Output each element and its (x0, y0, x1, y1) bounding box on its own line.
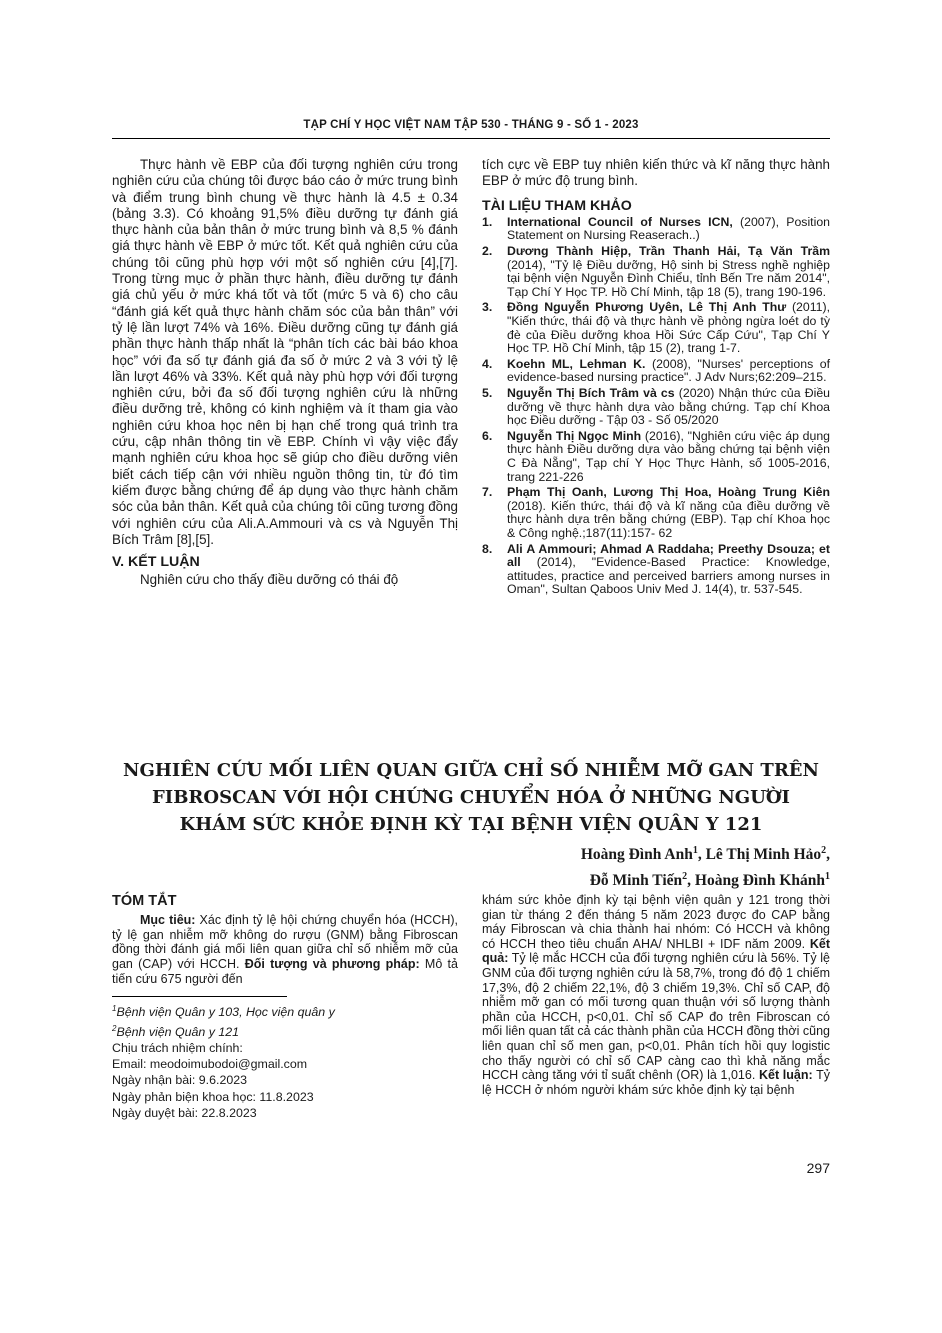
author-list: Hoàng Đình Anh$^1$, Lê Thị Minh Hảo$^2$, Đỗ Minh Tiến$^2$, Hoàng Đình Khánh$^1$ (580, 845, 830, 890)
results-text: Tỷ lệ mắc HCCH của đối tượng nghiên cứu là 56%. Tỷ lệ GNM của đối tượng nghiên cứu là 58,7%, trong đó độ 1 chiếm 17,3%, độ 2 chiếm 22,1%, độ 3 chiếm 19,3%. Chỉ số CAP, độ nhiễm mỡ gan có mối tương quan thuận với số lượng thành phần của HCCH, p<0,01. Chỉ số CAP đo trên Fibroscan có mối liên quan tất cả các thành phần của HCCH đồng thời cũng liên quan chỉ số men gan, p<0,01. Phân tích hồi quy logistic cho thấy người có chỉ số CAP càng cao thì khả năng mắc HCCH càng tăng với tỉ suất chênh (OR) là 1,016. (482, 951, 830, 1083)
author-name: Hoàng Đình Anh (580, 846, 693, 864)
reference-number: 7. (482, 485, 493, 500)
article-title (112, 757, 830, 838)
page-number: 297 (806, 1160, 830, 1176)
title-line: KHÁM SỨC KHỎE ĐỊNH KỲ TẠI BỆNH VIỆN QUÂN Y 121 (179, 814, 763, 835)
reference-text: (2014), "Tỷ lệ Điều dưỡng, Hộ sinh bị Stress nghề nghiệp tại bệnh viện Nguyễn Đình Chiểu, tỉnh Bến Tre năm 2014", Tạp Chí Y Học TP. Hồ Chí Minh, tập 18 (5), trang 190-196. (507, 257, 830, 299)
reference-text: (2007), Position Statement on Nursing Reaserach..) (507, 214, 830, 243)
reference-authors: Ali A Ammouri; Ahmad A Raddaha; Preethy Dsouza; et all (507, 541, 830, 570)
affiliation-mark: 2 (682, 871, 688, 883)
left-column-bottom (112, 893, 458, 1121)
reference-item (482, 486, 830, 540)
reference-number: 6. (482, 428, 493, 443)
author-name: Đỗ Minh Tiến (589, 872, 683, 890)
left-column-top (112, 157, 458, 589)
conclusion-text: Tỷ lệ HCCH ở nhóm người khám sức khỏe định kỳ tại bệnh (482, 1068, 830, 1097)
reference-item (482, 387, 830, 428)
methods-text: Mô tả tiến cứu 675 người đến (112, 957, 458, 986)
contact-label: Chịu trách nhiệm chính: (112, 1040, 243, 1055)
reference-item (482, 216, 830, 243)
reference-authors: Phạm Thị Oanh, Lương Thị Hoa, Hoàng Trung Kiên (507, 485, 830, 500)
reference-list (482, 216, 830, 597)
conclusion-text-start: Nghiên cứu cho thấy điều dưỡng có thái độ (140, 572, 399, 588)
affiliation-1: $^1$Bệnh viện Quân y 103, Học viện quân y (112, 1004, 335, 1020)
reference-authors: Dương Thành Hiệp, Trần Thanh Hải, Tạ Văn Trầm (507, 244, 830, 259)
review-date: Ngày phản biện khoa học: 11.8.2023 (112, 1089, 314, 1104)
reference-number: 8. (482, 541, 493, 556)
abstract-text: khám sức khỏe định kỳ tại bệnh viện quân y 121 trong thời gian từ tháng 2 đến tháng 5 năm 2023 được đo CAP bằng máy Fibroscan và chia thành hai nhóm: Có HCCH và không có HCCH theo tiêu chuẩn AHA/ NHLBI + IDF năm 2009. (482, 893, 830, 951)
header-rule (112, 138, 830, 139)
title-line: NGHIÊN CỨU MỐI LIÊN QUAN GIỮA CHỈ SỐ NHIỄM MỠ GAN TRÊN (123, 760, 819, 781)
reference-authors: International Council of Nurses ICN, (507, 214, 733, 229)
discussion-paragraph: Thực hành về EBP của đối tượng nghiên cứu trong nghiên cứu của chúng tôi được báo cáo ở mức trung bình và điểm trung bình chung về thực hành là 4.5 ± 0.34 (bảng 3.3). Có khoảng 91,5% điều dưỡng tự đánh giá thực hành của bản thân ở mức trung bình và 8,5 % đánh giá thực hành về EBP ở mức tốt. Kết quả nghiên cứu của chúng tôi cũng phù hợp với một số nghiên cứu [4],[7]. Trong từng mục ở phần thực hành, điều dưỡng tự đánh giá chủ yếu ở mức khá tốt và tốt (mức 5 và 6) cho câu “đánh giá kết quả thực hành chăm sóc của bản thân” với tỷ lệ lần lượt 74% và 16%. Điều dưỡng cũng tự đánh giá phần thực hành thấp nhất là “phân tích các bài báo khoa học” với đa số tự đánh giá đa số ở mức 2 và 3 với tỷ lệ lần lượt 46% và 33%. Kết quả này phù hợp với đối tượng nghiên cứu, bởi đa số đối tượng nghiên cứu là những điều dưỡng trẻ, không có kinh nghiệm và ít tham gia vào nghiên cứu khoa học nên bị hạn chế trong quá trình tra cứu, cập nhân thông tin về EBP. Chính vì vậy việc đẩy mạnh nghiên cứu khoa học sẽ giúp cho điều dưỡng viên biết cách tiếp cận với nhiều nguồn thông tin, từ đó tìm kiếm được bằng chứng để áp dụng vào thực hành chăm sóc của bản thân. Kết quả của chúng tôi cũng tương đồng với nghiên cứu của Ali.A.Ammouri và cs và Nguyễn Thị Bích Trâm [8],[5]. (112, 157, 458, 547)
reference-item (482, 543, 830, 597)
reference-text: (2018). Kiến thức, thái độ và kĩ năng của điều dưỡng về thực hành dựa trên bằng chứng (EBP). Tạp chí Khoa học & Công nghệ.;187(11):157- 62 (507, 498, 830, 540)
conclusion-label: Kết luận: (758, 1068, 813, 1083)
received-date: Ngày nhận bài: 9.6.2023 (112, 1073, 248, 1088)
reference-number: 1. (482, 214, 493, 229)
affiliation-mark: 1 (692, 845, 698, 856)
conclusion-text-end: tích cực về EBP tuy nhiên kiến thức và kĩ năng thực hành EBP ở mức độ trung bình. (482, 157, 830, 189)
reference-item (482, 430, 830, 484)
affiliation-mark: 1 (825, 871, 830, 883)
reference-authors: Nguyễn Thị Ngọc Minh (507, 428, 642, 443)
reference-authors: Đồng Nguyễn Phương Uyên, Lê Thị Anh Thư (507, 300, 787, 315)
objective-text: Xác định tỷ lệ hội chứng chuyển hóa (HCCH), tỷ lệ gan nhiễm mỡ không do rượu (GNM) bằng Fibroscan đồng thời đánh giá mối liên quan giữa chỉ số nhiễm mỡ của gan (CAP) với HCCH. (112, 913, 459, 972)
reference-number: 3. (482, 300, 493, 315)
title-line: FIBROSCAN VỚI HỘI CHỨNG CHUYỂN HÓA Ở NHỮNG NGƯỜI (152, 787, 790, 808)
conclusion-heading: V. KẾT LUẬN (112, 554, 200, 571)
methods-label: Đối tượng và phương pháp: (244, 957, 420, 972)
running-header: TẠP CHÍ Y HỌC VIỆT NAM TẬP 530 - THÁNG 9 - SỐ 1 - 2023 (303, 119, 639, 131)
reference-text: (2011), "Kiến thức, thái độ và thực hành về phòng ngừa loét do tỳ đè của Điều dưỡng khoa Hồi Sức Cấp Cứu", Tạp Chí Y Học TP. Hồ Chí Minh, tập 15 (2), trang 1-7. (507, 300, 830, 356)
reference-text: (2008), "Nurses' perceptions of evidence-based nursing practice". J Adv Nurs;62:209–215. (507, 356, 831, 385)
reference-authors: Nguyễn Thị Bích Trâm và cs (507, 386, 675, 401)
results-label: Kết quả: (482, 936, 830, 966)
abstract-text-start (112, 913, 458, 986)
reference-text: (2016), "Nghiên cứu việc áp dụng thực hành Điều dưỡng dựa vào bằng chứng tại bệnh viện C Đà Nẵng", Tạp chí Y Học Thực Hành, số 1005-2016, trang 221-226 (507, 428, 830, 484)
reference-authors: Koehn ML, Lehman K. (507, 356, 646, 371)
references-heading: TÀI LIỆU THAM KHẢO (482, 197, 632, 214)
affiliation-2: $^2$Bệnh viện Quân y 121 (112, 1023, 240, 1039)
reference-text: (2020) Nhận thức của Điều dưỡng về thực hành dựa vào bằng chứng. Tạp chí Khoa học Điều dưỡng - Tập 03 - Số 05/2020 (507, 386, 831, 428)
reference-item (482, 301, 830, 355)
affiliation-mark: 2 (821, 845, 827, 856)
reference-number: 5. (482, 386, 493, 401)
author-name: Lê Thị Minh Hảo (705, 846, 822, 864)
right-column-bottom (482, 893, 830, 1097)
reference-item (482, 358, 830, 385)
contact-email: Email: meodoimubodoi@gmail.com (112, 1057, 308, 1072)
reference-item (482, 245, 830, 299)
author-name: Hoàng Đình Khánh (694, 872, 825, 890)
abstract-heading: TÓM TẮT (112, 893, 177, 909)
accepted-date: Ngày duyệt bài: 22.8.2023 (112, 1105, 257, 1120)
right-column-top (482, 157, 830, 599)
reference-number: 2. (482, 244, 493, 259)
reference-text: (2014), "Evidence-Based Practice: Knowledge, attitudes, practice and perceived barriers among nurses in Oman", Sultan Qaboos Univ Med J. 14(4), tr. 537-545. (507, 555, 830, 597)
abstract-text-continued (482, 893, 830, 1097)
objective-label: Mục tiêu: (140, 913, 196, 928)
footnote-rule (112, 996, 287, 997)
reference-number: 4. (482, 356, 493, 371)
